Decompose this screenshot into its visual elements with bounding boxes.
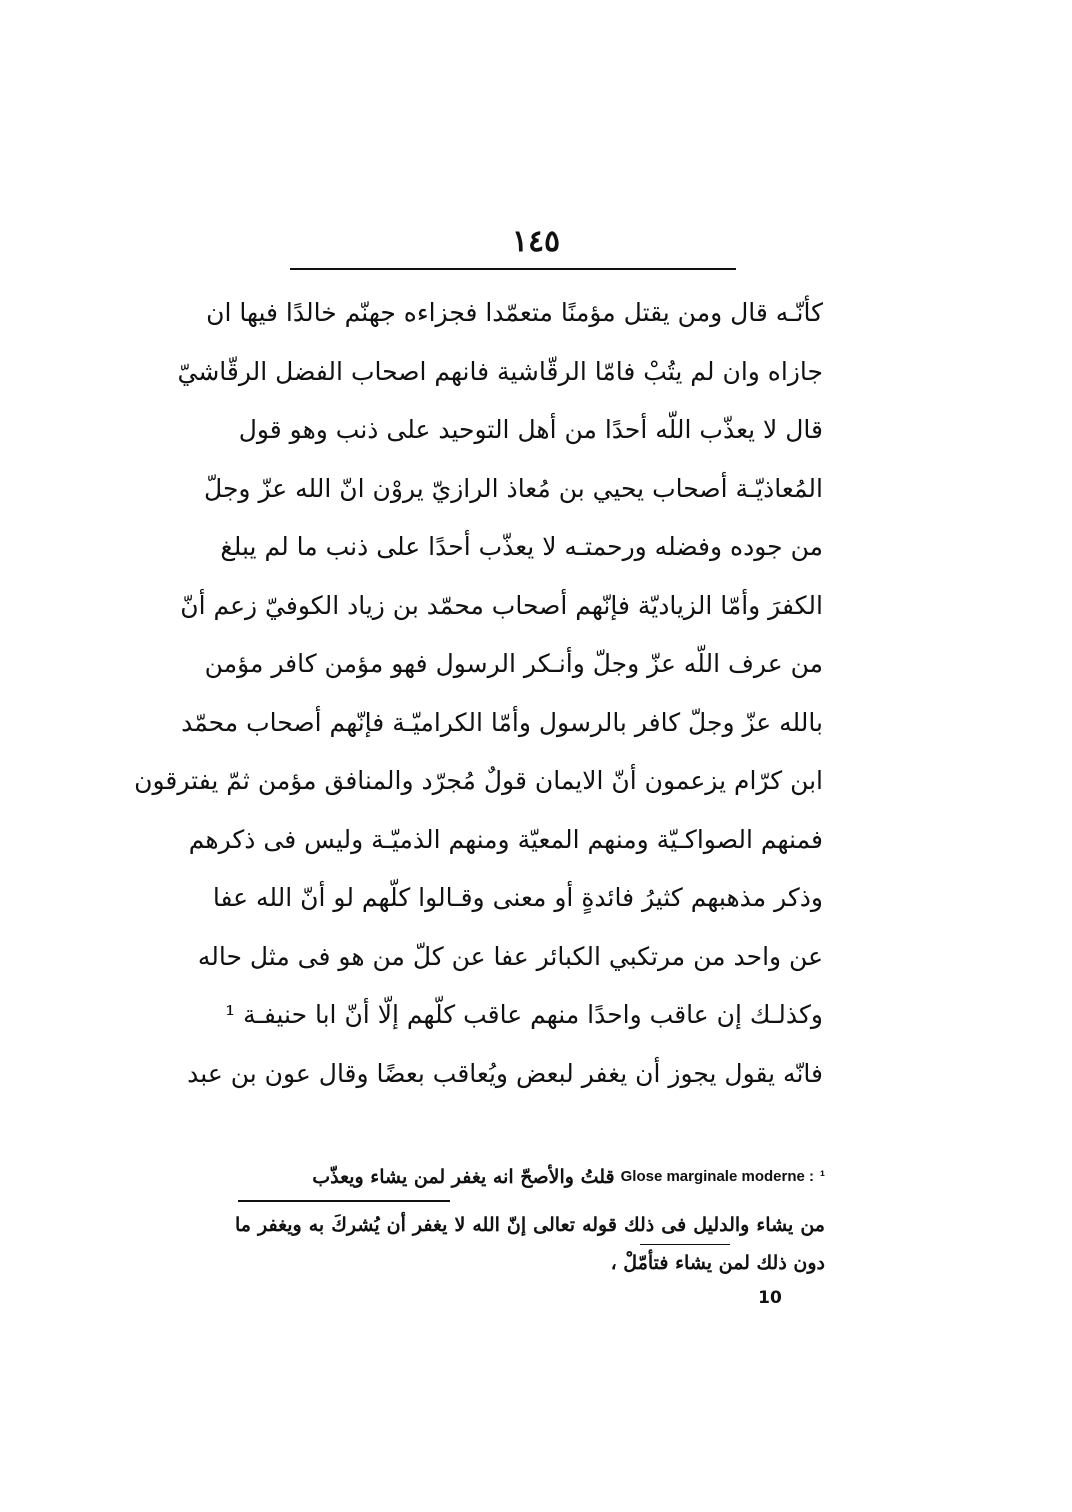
footnote-label: Glose marginale moderne :	[620, 1168, 814, 1185]
text-line: جازاه وان لم يتُبْ فامّا الرقّاشية فانهم اصحاب الفضل الرقّاشيّ	[177, 356, 823, 386]
text-line: من عرف اللّه عزّ وجلّ وأنـكر الرسول فهو مؤمن كافر مؤمن	[204, 649, 823, 678]
footnote-marker: ¹	[820, 1168, 825, 1185]
footnote-first-line	[235, 1158, 825, 1196]
footnote	[235, 1158, 825, 1282]
main-text	[134, 284, 823, 1103]
page-number: ١٤٥	[511, 224, 561, 259]
footnote-arabic-line-1: قلتُ والأصحّ انه يغفر لمن يشاء ويعذّب	[312, 1166, 615, 1188]
footnote-arabic-line-2: من يشاء والدليل فى ذلك قوله تعالى إنّ الله لا يغفر أن يُشركَ به ويغفر ما	[235, 1214, 825, 1236]
text-line: كأنّـه قال ومن يقتل مؤمنًا متعمّدا فجزاءه جهنّم خالدًا فيها ان	[206, 298, 823, 327]
text-line: وذكر مذهبهم كثيرُ فائدةٍ أو معنى وقـالوا كلّهم لو أنّ الله عفا	[212, 883, 823, 912]
footnote-arabic-line-3: دون ذلك لمن يشاء فتأمّلْ ،	[610, 1252, 825, 1274]
text-line: الكفرَ وأمّا الزياديّة فإنّهم أصحاب محمّد بن زياد الكوفيّ زعم أنّ	[180, 590, 823, 620]
footnote-underline	[640, 1244, 730, 1245]
signature-mark: 10	[758, 1288, 782, 1308]
header-rule	[290, 268, 736, 270]
text-line: قال لا يعذّب اللّه أحدًا من أهل التوحيد على ذنب وهو قول	[238, 415, 823, 444]
text-line: فانّه يقول يجوز أن يغفر لبعض ويُعاقب بعضًا وقال عون بن عبد	[187, 1058, 823, 1088]
text-line: ابن كرّام يزعمون أنّ الايمان قولٌ مُجرّد والمنافق مؤمن ثمّ يفترقون	[134, 766, 823, 795]
text-line: عن واحد من مرتكبي الكبائر عفا عن كلّ من هو فى مثل حاله	[197, 941, 823, 971]
text-line: فمنهم الصواكـيّة ومنهم المعيّة ومنهم الذميّـة وليس فى ذكرهم	[188, 824, 823, 854]
text-line: وكذلـك إن عاقب واحدًا منهم عاقب كلّهم إلّا أنّ ابا حنيفـة ¹	[225, 1000, 823, 1029]
footnote-rule	[238, 1200, 450, 1202]
text-line: من جوده وفضله ورحمتـه لا يعذّب أحدًا على ذنب ما لم يبلغ	[220, 532, 823, 561]
text-line: بالله عزّ وجلّ كافر بالرسول وأمّا الكراميّـة فإنّهم أصحاب محمّد	[181, 707, 823, 737]
text-line: المُعاذيّـة أصحاب يحيي بن مُعاذ الرازيّ يروْن انّ الله عزّ وجلّ	[204, 473, 823, 503]
